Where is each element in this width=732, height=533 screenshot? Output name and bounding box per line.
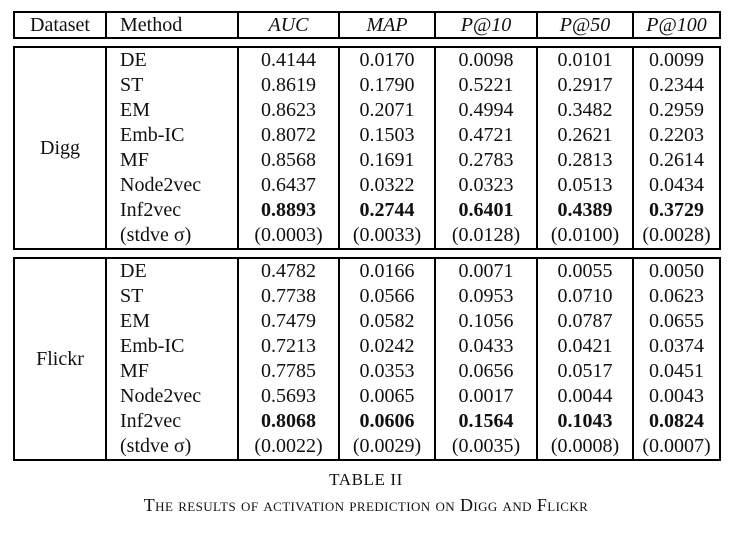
metric-value: 0.2783 (435, 148, 537, 173)
metric-value: 0.7213 (238, 334, 339, 359)
metric-value: 0.4782 (238, 258, 339, 284)
metric-value: 0.0098 (435, 47, 537, 73)
metric-value: 0.0434 (633, 173, 720, 198)
metric-value: 0.0071 (435, 258, 537, 284)
method-label: EM (106, 98, 238, 123)
column-header-p50: P@50 (537, 12, 633, 38)
metric-value: 0.0166 (339, 258, 435, 284)
metric-value: 0.2813 (537, 148, 633, 173)
metric-value: 0.0710 (537, 284, 633, 309)
metric-value: 0.2744 (339, 198, 435, 223)
metric-value: 0.4721 (435, 123, 537, 148)
table-caption-title: TABLE II (329, 470, 403, 489)
metric-value: 0.3729 (633, 198, 720, 223)
table-row (14, 98, 720, 123)
metric-value: 0.1790 (339, 73, 435, 98)
metric-value: 0.8619 (238, 73, 339, 98)
metric-value: 0.0323 (435, 173, 537, 198)
metric-value: 0.5221 (435, 73, 537, 98)
metric-value: 0.8072 (238, 123, 339, 148)
column-header-method: Method (106, 12, 238, 38)
table-row (14, 359, 720, 384)
metric-value: 0.0606 (339, 409, 435, 434)
metric-value: 0.8068 (238, 409, 339, 434)
metric-value: 0.0655 (633, 309, 720, 334)
metric-value: 0.2621 (537, 123, 633, 148)
method-label: Node2vec (106, 384, 238, 409)
table-row (14, 309, 720, 334)
table-row (14, 148, 720, 173)
metric-value: 0.4389 (537, 198, 633, 223)
metric-value: 0.0513 (537, 173, 633, 198)
method-label: DE (106, 47, 238, 73)
table-row (14, 258, 720, 284)
table-row (14, 334, 720, 359)
metric-value: 0.0017 (435, 384, 537, 409)
metric-value: 0.8893 (238, 198, 339, 223)
method-label: DE (106, 258, 238, 284)
table-row (14, 47, 720, 73)
column-header-dataset: Dataset (30, 13, 90, 36)
method-label: Inf2vec (106, 198, 238, 223)
metric-value: (0.0035) (435, 434, 537, 460)
table-row (14, 223, 720, 249)
metric-value: (0.0033) (339, 223, 435, 249)
table-row (14, 284, 720, 309)
metric-value: 0.8568 (238, 148, 339, 173)
table-section-flickr (13, 257, 721, 461)
metric-value: 0.0065 (339, 384, 435, 409)
metric-value: 0.2614 (633, 148, 720, 173)
method-label: Emb-IC (106, 334, 238, 359)
metric-value: 0.5693 (238, 384, 339, 409)
metric-value: 0.0953 (435, 284, 537, 309)
metric-value: 0.2203 (633, 123, 720, 148)
metric-value: 0.4144 (238, 47, 339, 73)
metric-value: 0.0623 (633, 284, 720, 309)
metric-value: 0.0374 (633, 334, 720, 359)
method-label: ST (106, 73, 238, 98)
column-header-map: MAP (339, 12, 435, 38)
method-label: Node2vec (106, 173, 238, 198)
metric-value: 0.6437 (238, 173, 339, 198)
dataset-label: Digg (40, 136, 80, 159)
table-row (14, 198, 720, 223)
metric-value: 0.0099 (633, 47, 720, 73)
metric-value: (0.0008) (537, 434, 633, 460)
metric-value: 0.0353 (339, 359, 435, 384)
metric-value: 0.2959 (633, 98, 720, 123)
table-row (14, 173, 720, 198)
metric-value: 0.3482 (537, 98, 633, 123)
metric-value: 0.2344 (633, 73, 720, 98)
metric-value: 0.0451 (633, 359, 720, 384)
metric-value: 0.6401 (435, 198, 537, 223)
metric-value: 0.4994 (435, 98, 537, 123)
method-label: Inf2vec (106, 409, 238, 434)
table-row (14, 434, 720, 460)
metric-value: (0.0029) (339, 434, 435, 460)
metric-value: (0.0100) (537, 223, 633, 249)
table-caption (13, 470, 719, 516)
metric-value: (0.0007) (633, 434, 720, 460)
column-header-p10: P@10 (435, 12, 537, 38)
metric-value: 0.0055 (537, 258, 633, 284)
metric-value: (0.0003) (238, 223, 339, 249)
table-caption-subtitle: The results of activation prediction on Digg and Flickr (143, 495, 589, 515)
metric-value: 0.0433 (435, 334, 537, 359)
metric-value: 0.0242 (339, 334, 435, 359)
method-label: (stdve σ) (106, 434, 238, 460)
metric-value: (0.0028) (633, 223, 720, 249)
metric-value: 0.0322 (339, 173, 435, 198)
metric-value: 0.1691 (339, 148, 435, 173)
metric-value: 0.2071 (339, 98, 435, 123)
metric-value: 0.0656 (435, 359, 537, 384)
method-label: MF (106, 148, 238, 173)
column-header-auc: AUC (238, 12, 339, 38)
table-row (14, 73, 720, 98)
metric-value: 0.7785 (238, 359, 339, 384)
metric-value: 0.1503 (339, 123, 435, 148)
method-label: Emb-IC (106, 123, 238, 148)
metric-value: 0.0101 (537, 47, 633, 73)
table-header-row (14, 12, 720, 38)
metric-value: (0.0022) (238, 434, 339, 460)
metric-value: 0.1056 (435, 309, 537, 334)
metric-value: 0.0566 (339, 284, 435, 309)
metric-value: (0.0128) (435, 223, 537, 249)
metric-value: 0.1043 (537, 409, 633, 434)
table-row (14, 384, 720, 409)
metric-value: 0.1564 (435, 409, 537, 434)
method-label: (stdve σ) (106, 223, 238, 249)
metric-value: 0.0582 (339, 309, 435, 334)
method-label: ST (106, 284, 238, 309)
metric-value: 0.0043 (633, 384, 720, 409)
metric-value: 0.2917 (537, 73, 633, 98)
metric-value: 0.8623 (238, 98, 339, 123)
method-label: EM (106, 309, 238, 334)
metric-value: 0.0050 (633, 258, 720, 284)
metric-value: 0.7479 (238, 309, 339, 334)
metric-value: 0.0044 (537, 384, 633, 409)
metric-value: 0.0517 (537, 359, 633, 384)
results-table (13, 11, 719, 516)
table-row (14, 409, 720, 434)
method-label: MF (106, 359, 238, 384)
table-header-band (13, 11, 721, 39)
column-header-p100: P@100 (633, 12, 720, 38)
table-row (14, 123, 720, 148)
metric-value: 0.7738 (238, 284, 339, 309)
table-section-digg (13, 46, 721, 250)
metric-value: 0.0421 (537, 334, 633, 359)
metric-value: 0.0787 (537, 309, 633, 334)
dataset-label: Flickr (36, 347, 84, 370)
metric-value: 0.0824 (633, 409, 720, 434)
metric-value: 0.0170 (339, 47, 435, 73)
